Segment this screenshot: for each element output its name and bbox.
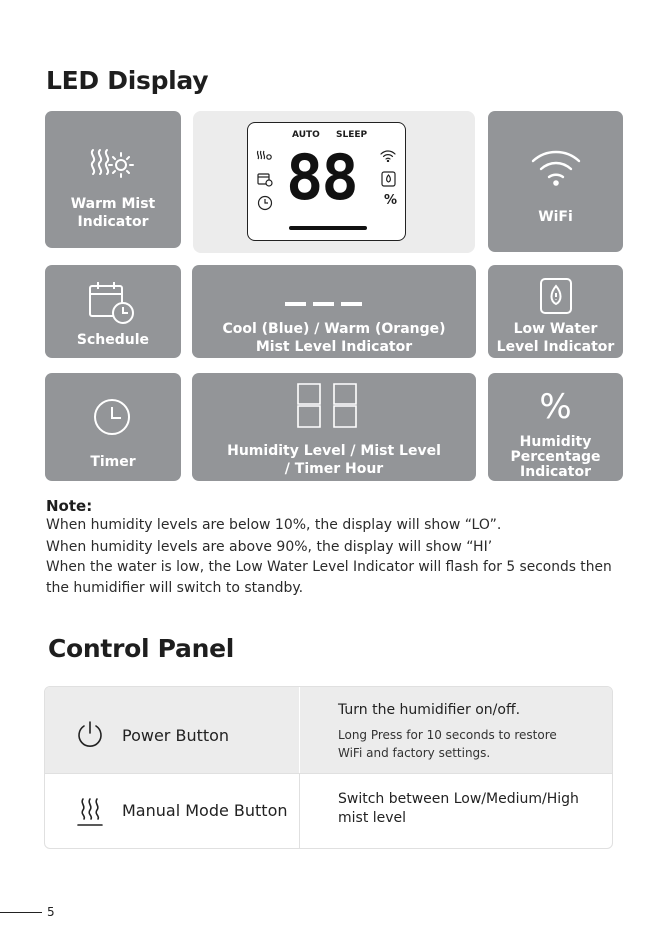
humidity-level-tile bbox=[192, 373, 476, 481]
note-line-1: When humidity levels are below 10%, the display will show “LO”. bbox=[46, 517, 502, 533]
wifi-label: WiFi bbox=[538, 209, 573, 225]
schedule-icon bbox=[88, 280, 140, 326]
power-button-sub-2: WiFi and factory settings. bbox=[338, 746, 491, 760]
schedule-mini-icon bbox=[257, 172, 273, 187]
low-water-icon bbox=[539, 277, 573, 315]
humidity-percent-tile bbox=[488, 373, 623, 481]
led-screen bbox=[247, 122, 406, 241]
led-digits: 88 bbox=[286, 141, 357, 214]
footer-rule bbox=[0, 912, 42, 913]
timer-tile bbox=[45, 373, 181, 481]
warm-mist-icon bbox=[87, 142, 141, 182]
humidity-level-label-1: Humidity Level / Mist Level bbox=[227, 443, 441, 459]
humidity-level-label-2: / Timer Hour bbox=[284, 461, 384, 477]
manual-mode-desc-1: Switch between Low/Medium/High bbox=[338, 791, 579, 807]
timer-mini-icon bbox=[257, 195, 273, 211]
manual-mode-button-label: Manual Mode Button bbox=[122, 801, 288, 820]
manual-mode-icon bbox=[74, 795, 106, 827]
auto-label: AUTO bbox=[292, 130, 320, 140]
percent-icon: % bbox=[539, 387, 572, 427]
timer-label: Timer bbox=[90, 454, 136, 470]
note-line-2: When humidity levels are above 90%, the display will show “HI’ bbox=[46, 539, 493, 555]
mist-level-bar bbox=[289, 226, 367, 230]
mist-level-dashes bbox=[285, 302, 365, 307]
humidity-percent-label-3: Indicator bbox=[520, 464, 591, 480]
schedule-label: Schedule bbox=[76, 332, 150, 348]
power-button-desc: Turn the humidifier on/off. bbox=[338, 702, 521, 718]
led-display-title: LED Display bbox=[46, 66, 209, 95]
wifi-mini-icon bbox=[380, 150, 396, 162]
note-line-3: When the water is low, the Low Water Level Indicator will flash for 5 seconds then bbox=[46, 559, 612, 575]
note-title: Note: bbox=[46, 497, 93, 515]
low-water-label-1: Low Water bbox=[513, 321, 598, 337]
note-line-4: the humidifier will switch to standby. bbox=[46, 580, 304, 596]
low-water-label-2: Level Indicator bbox=[496, 339, 615, 355]
manual-mode-desc-2: mist level bbox=[338, 810, 407, 826]
control-panel-title: Control Panel bbox=[48, 634, 234, 663]
power-button-label: Power Button bbox=[122, 726, 230, 745]
percent-symbol: % bbox=[384, 193, 398, 208]
led-screen-panel bbox=[193, 111, 475, 253]
mist-level-label-2: Mist Level Indicator bbox=[255, 339, 413, 355]
power-icon bbox=[75, 720, 105, 750]
low-water-tile bbox=[488, 265, 623, 358]
power-button-sub-1: Long Press for 10 seconds to restore bbox=[338, 728, 557, 742]
warm-mist-tile bbox=[45, 111, 181, 248]
digit-outline-icon bbox=[295, 382, 361, 429]
wifi-icon bbox=[530, 148, 582, 188]
low-water-mini-icon bbox=[381, 171, 396, 187]
wifi-tile bbox=[488, 111, 623, 252]
warm-mist-label-2: Indicator bbox=[77, 214, 149, 230]
timer-icon bbox=[92, 397, 132, 437]
humidity-percent-label-1: Humidity bbox=[519, 434, 592, 450]
control-panel-table bbox=[44, 686, 613, 849]
mist-level-tile bbox=[192, 265, 476, 358]
warm-mist-label-1: Warm Mist bbox=[70, 196, 156, 212]
schedule-tile bbox=[45, 265, 181, 358]
mist-level-label-1: Cool (Blue) / Warm (Orange) bbox=[222, 321, 446, 337]
humidity-percent-label-2: Percentage bbox=[510, 449, 601, 465]
warm-mist-mini-icon bbox=[256, 149, 274, 163]
page-number: 5 bbox=[47, 905, 55, 919]
sleep-label: SLEEP bbox=[336, 130, 368, 140]
